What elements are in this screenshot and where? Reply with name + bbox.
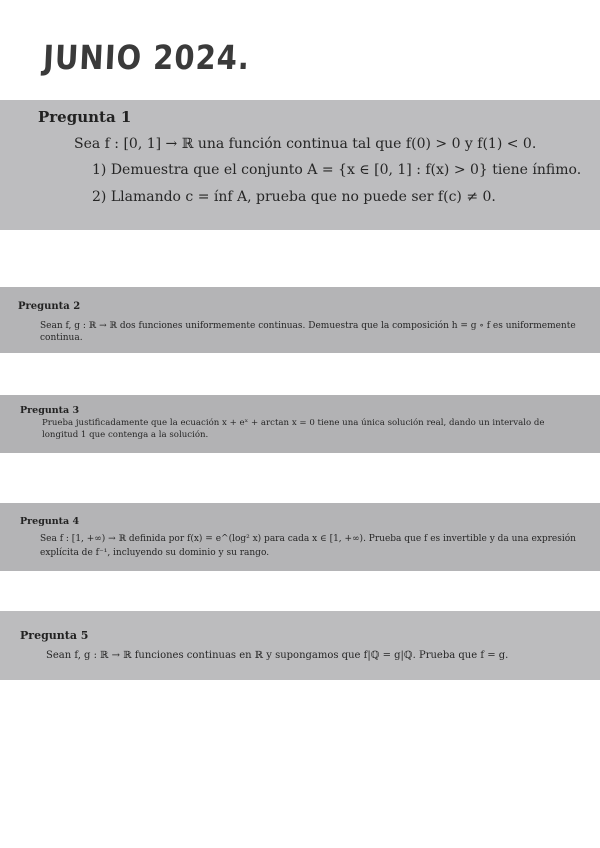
question-5-statement: Sean f, g : ℝ → ℝ funciones continuas en ℝ y supongamos que f|ℚ = g|ℚ. Prueba que f = g. [46, 650, 509, 661]
question-1-part-1: 1) Demuestra que el conjunto A = {x ∈ [0, 1] : f(x) > 0} tiene ínfimo. [92, 162, 582, 178]
question-1-title: Pregunta 1 [38, 108, 132, 126]
question-2-statement: Sean f, g : ℝ → ℝ dos funciones uniformemente continuas. Demuestra que la composición h = g ∘ f es uniformemente continua. [40, 321, 576, 344]
question-2-title: Pregunta 2 [18, 301, 81, 312]
question-5-card [0, 611, 600, 680]
exam-date-heading: JUNIO 2024. [42, 38, 251, 78]
question-5-title: Pregunta 5 [20, 629, 89, 642]
question-4-title: Pregunta 4 [20, 516, 80, 527]
question-3-title: Pregunta 3 [20, 405, 80, 416]
question-3-card [0, 395, 600, 453]
question-3-statement: Prueba justificadamente que la ecuación x + eˣ + arctan x = 0 tiene una única solución real, dando un intervalo de longitud 1 que contenga a la solución. [42, 418, 545, 440]
question-1-card [0, 100, 600, 230]
question-4-card [0, 503, 600, 571]
question-2-card [0, 287, 600, 353]
question-1-part-2: 2) Llamando c = ínf A, prueba que no puede ser f(c) ≠ 0. [92, 189, 496, 205]
question-4-statement: Sea f : [1, +∞) → ℝ definida por f(x) = e^(log² x) para cada x ∈ [1, +∞). Prueba que f es invertible y da una expresión explícita de f⁻¹, incluyendo su dominio y su rango. [40, 534, 576, 558]
question-1-statement: Sea f : [0, 1] → ℝ una función continua tal que f(0) > 0 y f(1) < 0. [74, 136, 537, 152]
